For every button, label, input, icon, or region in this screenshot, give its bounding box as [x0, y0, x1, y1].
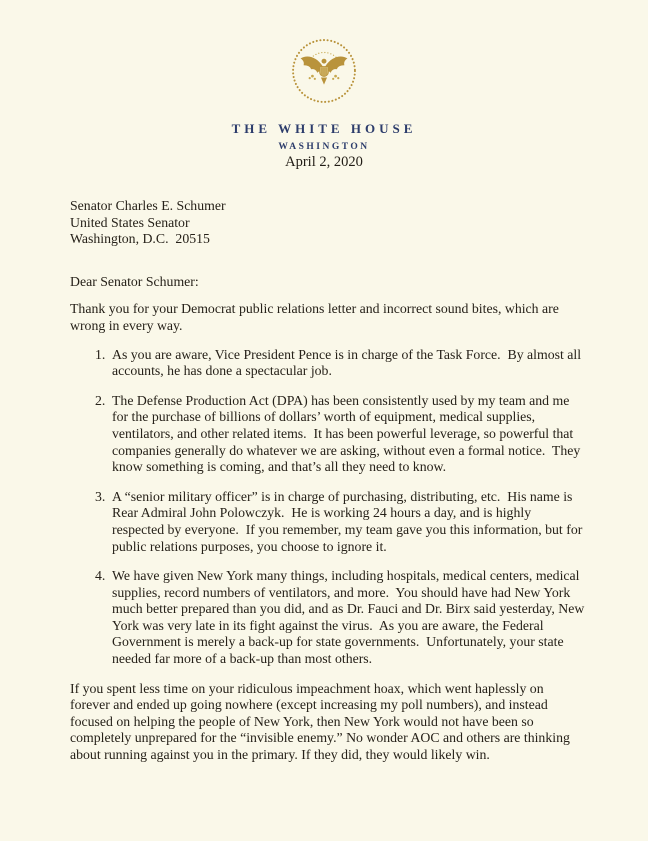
salutation: Dear Senator Schumer: [70, 273, 199, 289]
list-item [95, 568, 586, 668]
list-item [95, 347, 586, 380]
list-item-text: A “senior military officer” is in charge of purchasing, distributing, etc. His name is Rear Admiral John Polowczyk. He is working 24 hours a day, and is highly respected by everyone. If you remember, my team gave you this information, but for public relations purposes, you choose to ignore it. [112, 488, 586, 554]
list-item [95, 393, 586, 476]
list-item-number: 4. [95, 568, 106, 584]
recipient-name: Senator Charles E. Schumer [70, 198, 226, 213]
numbered-list [70, 347, 586, 668]
recipient-title: United States Senator [70, 214, 190, 230]
letter-body [70, 198, 586, 764]
letterhead-subtitle: WASHINGTON [278, 142, 370, 152]
recipient-address [70, 198, 586, 248]
list-item-number: 3. [95, 488, 106, 504]
list-item-number: 1. [95, 346, 106, 362]
opening-paragraph: Thank you for your Democrat public relations letter and incorrect sound bites, which are wrong in every way. [70, 301, 563, 333]
presidential-seal-icon [290, 37, 358, 105]
closing-paragraph: If you spent less time on your ridiculous impeachment hoax, which went haplessly on forever and ended up going nowhere (except increasing my poll numbers), and instead focused on helping the people of New York, then New York would not have been so completely unprepared for the “invisible enemy.” No wonder AOC and others are thinking about running against you in the primary. If they did, they would likely win. [70, 680, 574, 763]
letterhead-title: THE WHITE HOUSE [231, 121, 417, 136]
recipient-city: Washington, D.C. 20515 [70, 231, 210, 247]
letterhead [0, 0, 648, 171]
letter-date: April 2, 2020 [285, 154, 363, 170]
list-item-text: As you are aware, Vice President Pence is in charge of the Task Force. By almost all accounts, he has done a spectacular job. [112, 346, 585, 379]
list-item [95, 489, 586, 555]
list-item-text: We have given New York many things, including hospitals, medical centers, medical supplies, record numbers of ventilators, and more. You should have had New York much better prepared than you did, and as Dr. Fauci and Dr. Birx said yesterday, New York was very late in its fight against the virus. As you are aware, the Federal Government is merely a back-up for state governments. Unfortunately, your state needed far more of a back-up than most others. [112, 568, 588, 667]
list-item-number: 2. [95, 392, 106, 408]
list-item-text: The Defense Production Act (DPA) has been consistently used by my team and me for the purchase of billions of dollars’ worth of equipment, medical supplies, ventilators, and other related items. It has been powerful leverage, so powerful that companies generally do whatever we are asking, without even a formal notice. They know something is coming, and that’s all they need to know. [112, 392, 584, 475]
